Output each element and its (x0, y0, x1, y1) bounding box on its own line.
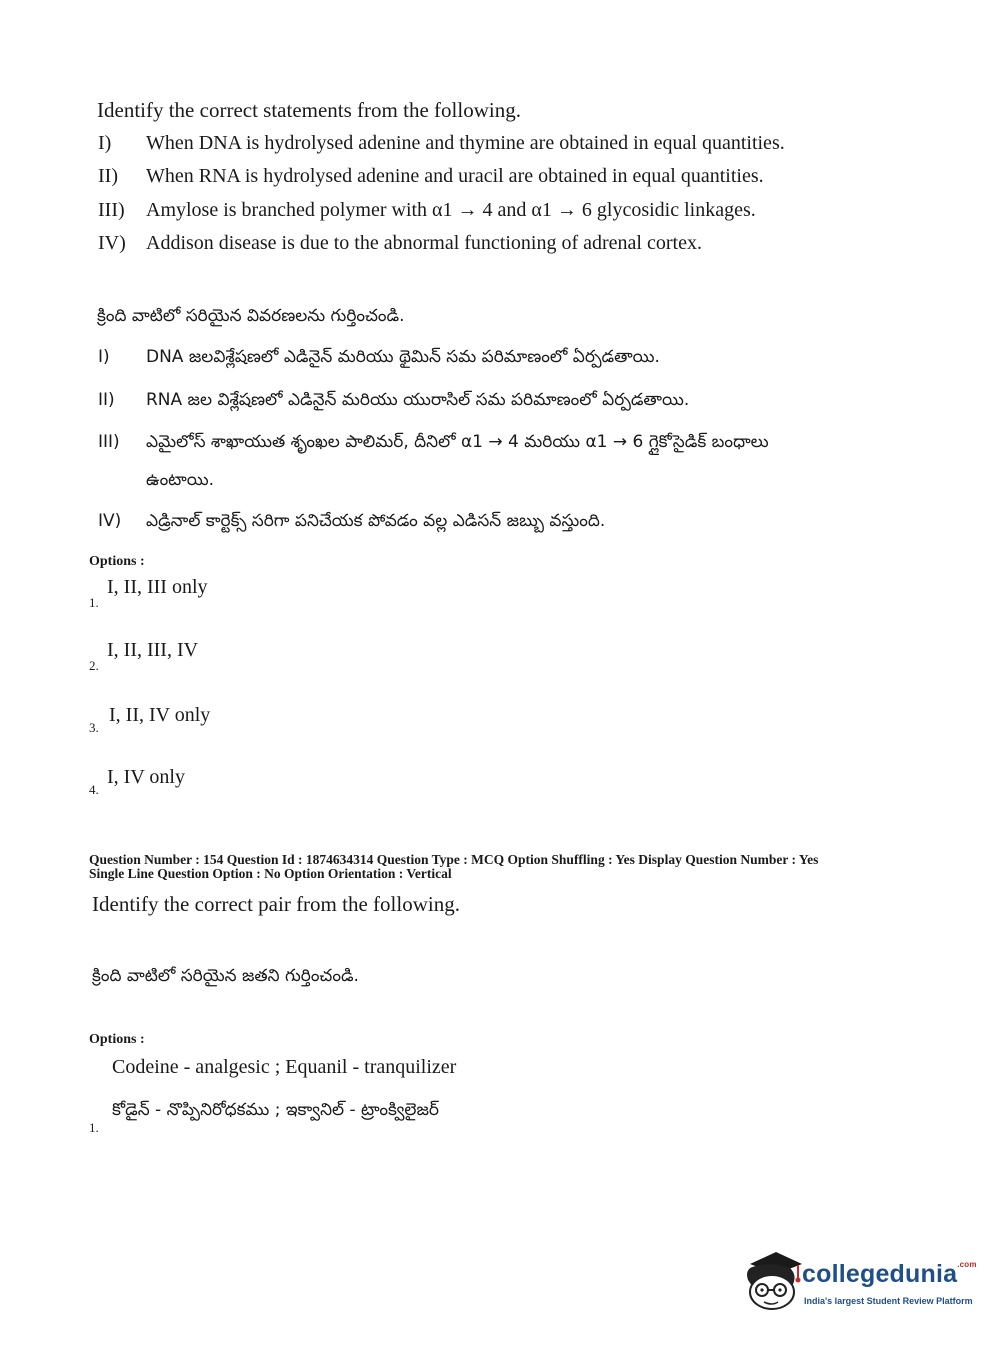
statement-number: IV) (98, 511, 122, 531)
q153-statement-3-te (98, 432, 769, 456)
statement-number: II) (98, 390, 115, 410)
statement-text: Amylose is branched polymer with α1 → 4 and α1 → 6 glycosidic linkages. (146, 199, 756, 221)
statement-number: III) (98, 199, 125, 221)
statement-text: Addison disease is due to the abnormal functioning of adrenal cortex. (146, 232, 702, 254)
mascot-icon (742, 1250, 806, 1312)
q154-stem-en: Identify the correct pair from the following. (92, 892, 460, 916)
option-text: I, II, III only (107, 576, 208, 598)
q153-statement-2-te (98, 390, 689, 414)
q153-statement-4-te (98, 511, 605, 535)
q153-options-label: Options : (89, 554, 145, 569)
q154-stem-te: క్రింది వాటిలో సరియైన జతని గుర్తించండి. (92, 966, 359, 986)
option-number: 3. (89, 720, 99, 735)
statement-text: When RNA is hydrolysed adenine and uracil are obtained in equal quantities. (146, 165, 764, 187)
option-number: 4. (89, 782, 99, 797)
q153-statement-2-en (98, 165, 764, 188)
q154-options-label: Options : (89, 1032, 145, 1047)
option-text: I, II, IV only (109, 704, 211, 726)
q154-option-1-te: కోడైన్ - నొప్పినిరోధకము ; ఇక్వానిల్ - ట్రాంక్విలైజర్ (112, 1100, 439, 1120)
q154-option-1-number: 1. (89, 1120, 99, 1135)
collegedunia-logo (742, 1250, 977, 1316)
q153-statement-1-en (98, 132, 785, 155)
statement-number: III) (98, 432, 120, 452)
q154-meta-line-2: Single Line Question Option : No Option Orientation : Vertical (89, 866, 452, 881)
q153-stem-en: Identify the correct statements from the following. (97, 98, 521, 122)
logo-tagline: India's largest Student Review Platform (804, 1296, 973, 1306)
q154-meta-line-1: Question Number : 154 Question Id : 1874634314 Question Type : MCQ Option Shuffling : Yes Display Question Number : Yes (89, 852, 819, 867)
statement-text: ఎమైలోస్ శాఖాయుత శృంఖల పాలిమర్, దీనిలో α1 → 4 మరియు α1 → 6 గ్లైకోసైడిక్ బంధాలు (146, 432, 769, 452)
statement-number: I) (98, 132, 112, 154)
statement-number: I) (98, 347, 110, 367)
q154-option-1-en: Codeine - analgesic ; Equanil - tranquilizer (112, 1056, 457, 1078)
option-number: 2. (89, 658, 99, 673)
option-number: 1. (89, 595, 99, 610)
logo-name: collegedunia (802, 1260, 958, 1288)
q153-statement-1-te (98, 347, 660, 371)
statement-number: IV) (98, 232, 126, 254)
q153-statement-4-en (98, 232, 702, 255)
q153-stem-te: క్రింది వాటిలో సరియైన వివరణలను గుర్తించండి. (97, 306, 405, 326)
statement-text: RNA జల విశ్లేషణలో ఎడినైన్ మరియు యురాసిల్ సమ పరిమాణంలో ఏర్పడతాయి. (146, 390, 690, 410)
q153-statement-3-en (98, 199, 756, 222)
statement-text: DNA జలవిశ్లేషణలో ఎడినైన్ మరియు థైమిన్ సమ పరిమాణంలో ఏర్పడతాయి. (146, 347, 660, 367)
option-text: I, IV only (107, 766, 185, 788)
logo-suffix: .com (957, 1260, 977, 1269)
statement-number: II) (98, 165, 118, 187)
q153-statement-3-te-cont: ఉంటాయి. (146, 470, 215, 490)
option-text: I, II, III, IV (107, 639, 199, 661)
statement-text: ఎడ్రినాల్ కార్టెక్స్ సరిగా పనిచేయక పోవడం వల్ల ఎడిసన్ జబ్బు వస్తుంది. (146, 511, 606, 531)
statement-text: When DNA is hydrolysed adenine and thymine are obtained in equal quantities. (146, 132, 785, 154)
